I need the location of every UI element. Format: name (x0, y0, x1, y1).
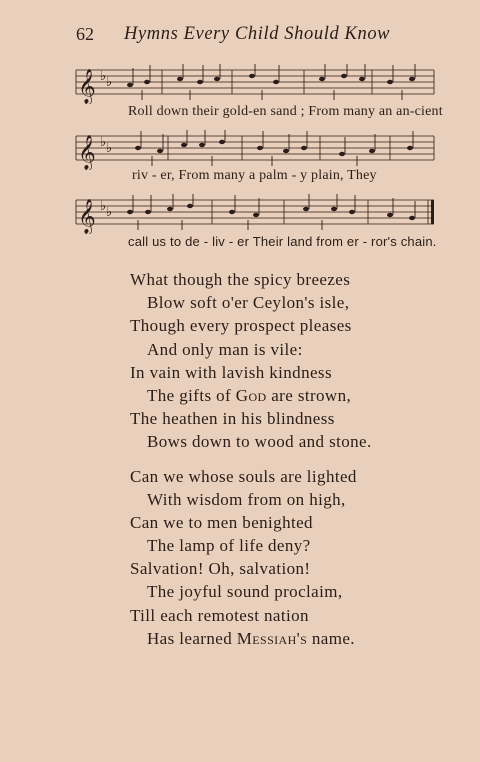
svg-text:♭: ♭ (100, 69, 107, 84)
poem-line: Though every prospect pleases (130, 316, 352, 336)
poem-line (130, 384, 372, 407)
svg-text:♭: ♭ (106, 205, 113, 220)
poem-line-text: Has learned (147, 628, 237, 648)
poem-line: And only man is vile: (147, 339, 303, 359)
page-header (76, 24, 396, 45)
lyric-line: call us to de - liv - er Their land from er - ror's chain. (128, 234, 437, 249)
poem-line (130, 627, 372, 650)
svg-text:♭: ♭ (106, 75, 113, 90)
stanza-2 (130, 465, 372, 651)
poem-line: Salvation! Oh, salvation! (130, 559, 311, 579)
running-title: Hymns Every Child Should Know (124, 24, 391, 44)
page-number: 62 (76, 24, 94, 44)
poem-line: Till each remotest nation (130, 605, 309, 625)
poem-line: Blow soft o'er Ceylon's isle, (147, 293, 350, 313)
svg-text:𝄞: 𝄞 (78, 135, 96, 170)
poem-line: With wisdom from on high, (147, 489, 346, 509)
stanza-1 (130, 268, 372, 454)
poem-line-text: name. (307, 628, 355, 648)
poem-line: The lamp of life deny? (147, 536, 311, 556)
music-staff (72, 130, 436, 170)
poem-line: Can we whose souls are lighted (130, 466, 357, 486)
music-staff (72, 64, 436, 104)
poem-line: The joyful sound proclaim, (147, 582, 343, 602)
poem-line: In vain with lavish kindness (130, 362, 332, 382)
svg-text:♭: ♭ (100, 199, 107, 214)
poem-line: The heathen in his blindness (130, 409, 335, 429)
poem-line-text: The gifts of (147, 385, 236, 405)
small-caps-word: Messiah's (236, 628, 308, 648)
small-caps-word: God (235, 385, 267, 405)
poem-line: Bows down to wood and stone. (147, 432, 372, 452)
poem-line: What though the spicy breezes (130, 270, 351, 289)
poem-line-text: are strown, (266, 385, 352, 405)
svg-text:♭: ♭ (100, 135, 107, 150)
lyric-line: Roll down their gold-en sand ; From many an an-cient (128, 104, 443, 119)
svg-text:♭: ♭ (106, 141, 113, 156)
poem-line: Can we to men benighted (130, 512, 313, 532)
svg-text:𝄞: 𝄞 (78, 69, 96, 104)
lyric-line: riv - er, From many a palm - y plain, They (132, 168, 377, 183)
svg-text:𝄞: 𝄞 (78, 199, 96, 234)
music-staff (72, 194, 436, 234)
poem-text (130, 268, 372, 661)
